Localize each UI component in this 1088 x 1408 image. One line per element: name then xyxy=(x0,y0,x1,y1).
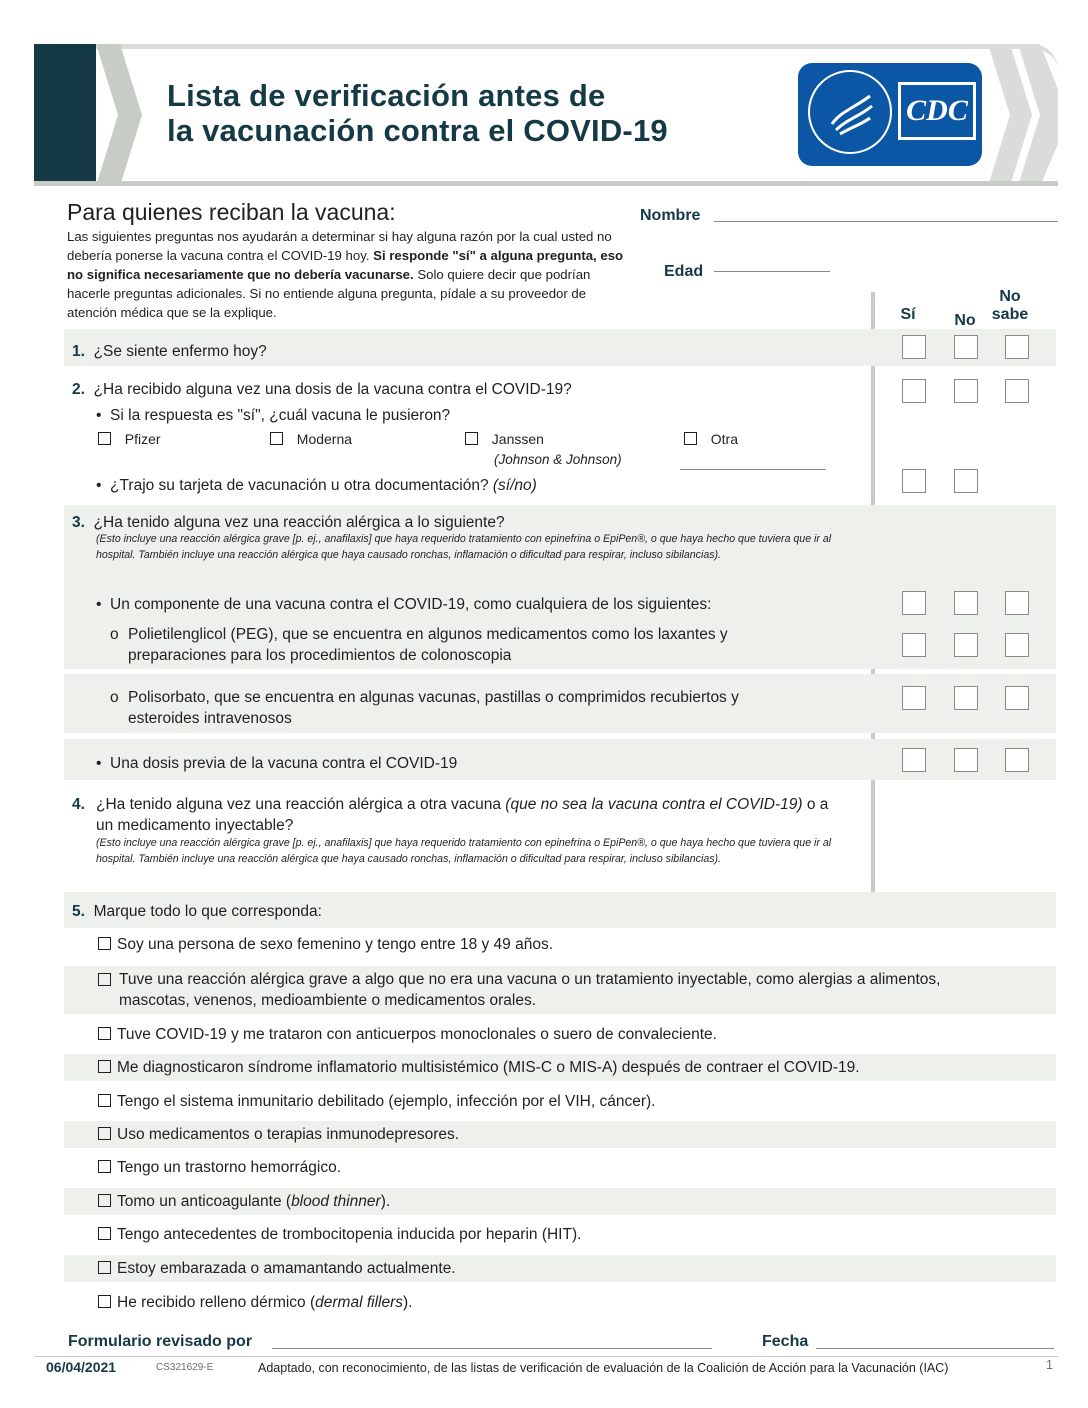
q3-peg-unknown-checkbox[interactable] xyxy=(1005,633,1029,657)
cdc-logo-text: CDC xyxy=(898,82,976,140)
question-3-sub-1: o Polietilenglicol (PEG), que se encuentra en algunos medicamentos como los laxantes y preparaciones para los procedimientos de colonoscopia xyxy=(110,626,728,664)
q5-item-8[interactable]: Tomo un anticoagulante (blood thinner). xyxy=(98,1191,390,1212)
age-field[interactable] xyxy=(714,271,830,272)
card-no-checkbox[interactable] xyxy=(954,469,978,493)
q5-item-11-checkbox[interactable] xyxy=(98,1295,111,1308)
q5-item-5-checkbox[interactable] xyxy=(98,1094,111,1107)
date-field[interactable] xyxy=(816,1348,1054,1349)
column-no: No xyxy=(954,312,976,329)
q3-peg-yes-checkbox[interactable] xyxy=(902,633,926,657)
column-unknown: No sabe xyxy=(991,288,1029,323)
chevron-decoration-right xyxy=(988,44,1058,186)
question-1: 1. ¿Se siente enfermo hoy? xyxy=(72,343,267,360)
q1-yes-checkbox[interactable] xyxy=(902,335,926,359)
q5-item-9[interactable]: Tengo antecedentes de trombocitopenia inducida por heparin (HIT). xyxy=(98,1224,581,1245)
option-other[interactable]: Otra xyxy=(684,431,738,447)
q5-item-1[interactable]: Soy una persona de sexo femenino y tengo entre 18 y 49 años. xyxy=(98,934,553,955)
q3-peg-no-checkbox[interactable] xyxy=(954,633,978,657)
reviewed-by-label: Formulario revisado por xyxy=(68,1333,253,1350)
q1-unknown-checkbox[interactable] xyxy=(1005,335,1029,359)
q5-item-7[interactable]: Tengo un trastorno hemorrágico. xyxy=(98,1157,341,1178)
moderna-checkbox[interactable] xyxy=(270,432,283,445)
q5-item-7-checkbox[interactable] xyxy=(98,1160,111,1173)
revision-date: 06/04/2021 xyxy=(46,1359,117,1375)
question-2-sub1: • Si la respuesta es "sí", ¿cuál vacuna le pusieron? xyxy=(96,407,451,424)
page-number: 1 xyxy=(1046,1358,1053,1372)
reviewed-by-field[interactable] xyxy=(272,1348,712,1349)
other-vaccine-field[interactable] xyxy=(680,469,826,470)
janssen-checkbox[interactable] xyxy=(465,432,478,445)
document-code: CS321629-E xyxy=(156,1362,214,1373)
q3-polysorbate-unknown-checkbox[interactable] xyxy=(1005,686,1029,710)
date-label: Fecha xyxy=(762,1333,809,1350)
q5-item-11[interactable]: He recibido relleno dérmico (dermal fillers). xyxy=(98,1292,412,1313)
q5-item-4[interactable]: Me diagnosticaron síndrome inflamatorio multisistémico (MIS-C o MIS-A) después de contraer el COVID-19. xyxy=(98,1057,860,1078)
q3-b1-no-checkbox[interactable] xyxy=(954,591,978,615)
q3-b1-yes-checkbox[interactable] xyxy=(902,591,926,615)
card-yes-checkbox[interactable] xyxy=(902,469,926,493)
q3-b2-unknown-checkbox[interactable] xyxy=(1005,748,1029,772)
q3-b2-no-checkbox[interactable] xyxy=(954,748,978,772)
question-2-sub2: • ¿Trajo su tarjeta de vacunación u otra documentación? (sí/no) xyxy=(96,477,537,494)
column-yes: Sí xyxy=(900,306,916,323)
question-4-note: (Esto incluye una reacción alérgica grave [p. ej., anafilaxis] que haya requerido tratamiento con epinefrina o EpiPen®, o que haya hecho que tuviera que ir al hospital. También incluye una reacción alérgica que haya causado ronchas, inflamación o dificultad para respirar, incluso sibilancias). xyxy=(96,837,832,865)
q5-item-2-checkbox[interactable] xyxy=(98,973,111,986)
q5-item-4-checkbox[interactable] xyxy=(98,1060,111,1073)
q5-item-2[interactable]: Tuve una reacción alérgica grave a algo que no era una vacuna o un tratamiento inyectable, como alergias a alimentos, mascotas, venenos, medioambiente o medicamentos orales. xyxy=(98,969,1008,1011)
q3-polysorbate-no-checkbox[interactable] xyxy=(954,686,978,710)
name-label: Nombre xyxy=(640,207,701,224)
question-3: 3. ¿Ha tenido alguna vez una reacción alérgica a lo siguiente? xyxy=(72,514,505,531)
question-5: 5. Marque todo lo que corresponda: xyxy=(72,903,322,920)
q5-item-10[interactable]: Estoy embarazada o amamantando actualmente. xyxy=(98,1258,456,1279)
option-pfizer[interactable]: Pfizer xyxy=(98,431,161,447)
header-divider xyxy=(34,181,1058,186)
q3-polysorbate-yes-checkbox[interactable] xyxy=(902,686,926,710)
intro-text: Las siguientes preguntas nos ayudarán a determinar si hay alguna razón por la cual usted no debería ponerse la vacuna contra el COVID-19 hoy. Si responde "sí" a alguna pregunta, eso no significa necesariamente que no debería vacunarse. Solo quiere decir que podrían hacerle preguntas adicionales. Si no entiende alguna pregunta, pídale a su proveedor de atención médica que se la explique. xyxy=(67,229,624,320)
q5-item-6-checkbox[interactable] xyxy=(98,1127,111,1140)
q5-item-1-checkbox[interactable] xyxy=(98,937,111,950)
q5-item-8-checkbox[interactable] xyxy=(98,1194,111,1207)
footer-divider xyxy=(34,1356,1058,1357)
question-3-bullet-2: • Una dosis previa de la vacuna contra el COVID-19 xyxy=(96,755,458,772)
question-3-note: (Esto incluye una reacción alérgica grave [p. ej., anafilaxis] que haya requerido tratamiento con epinefrina o EpiPen®, o que haya hecho que tuviera que ir al hospital. También incluye una reacción alérgica que haya causado ronchas, inflamación o dificultad para respirar, incluso sibilancias). xyxy=(96,533,832,561)
q5-item-5[interactable]: Tengo el sistema inmunitario debilitado (ejemplo, infección por el VIH, cáncer). xyxy=(98,1091,655,1112)
other-checkbox[interactable] xyxy=(684,432,697,445)
intro-heading: Para quienes reciban la vacuna: xyxy=(67,199,396,225)
page-title: Lista de verificación antes de la vacunación contra el COVID-19 xyxy=(167,78,668,148)
q3-b2-yes-checkbox[interactable] xyxy=(902,748,926,772)
q2-yes-checkbox[interactable] xyxy=(902,379,926,403)
q5-item-10-checkbox[interactable] xyxy=(98,1261,111,1274)
chevron-decoration-left xyxy=(34,44,154,186)
question-3-bullet-1: • Un componente de una vacuna contra el COVID-19, como cualquiera de los siguientes: xyxy=(96,596,712,613)
q2-no-checkbox[interactable] xyxy=(954,379,978,403)
pfizer-checkbox[interactable] xyxy=(98,432,111,445)
question-4: 4. ¿Ha tenido alguna vez una reacción alérgica a otra vacuna (que no sea la vacuna contra el COVID-19) o a un medicamento inyectable? xyxy=(72,796,829,834)
q2-unknown-checkbox[interactable] xyxy=(1005,379,1029,403)
q5-item-9-checkbox[interactable] xyxy=(98,1227,111,1240)
option-janssen[interactable]: Janssen xyxy=(465,431,544,447)
q5-item-6[interactable]: Uso medicamentos o terapias inmunodepresores. xyxy=(98,1124,459,1145)
hhs-seal-icon xyxy=(808,70,892,154)
age-label: Edad xyxy=(664,263,704,280)
question-3-sub-2: o Polisorbato, que se encuentra en algunas vacunas, pastillas o comprimidos recubiertos y esteroides intravenosos xyxy=(110,689,739,727)
option-moderna[interactable]: Moderna xyxy=(270,431,352,447)
janssen-note: (Johnson & Johnson) xyxy=(494,452,622,467)
q5-item-3-checkbox[interactable] xyxy=(98,1027,111,1040)
question-2: 2. ¿Ha recibido alguna vez una dosis de la vacuna contra el COVID-19? xyxy=(72,381,572,398)
credit-text: Adaptado, con reconocimiento, de las listas de verificación de evaluación de la Coalición de Acción para la Vacunación (IAC) xyxy=(258,1361,949,1375)
q3-b1-unknown-checkbox[interactable] xyxy=(1005,591,1029,615)
q5-item-3[interactable]: Tuve COVID-19 y me trataron con anticuerpos monoclonales o suero de convaleciente. xyxy=(98,1024,717,1045)
q1-no-checkbox[interactable] xyxy=(954,335,978,359)
name-field[interactable] xyxy=(714,221,1058,222)
